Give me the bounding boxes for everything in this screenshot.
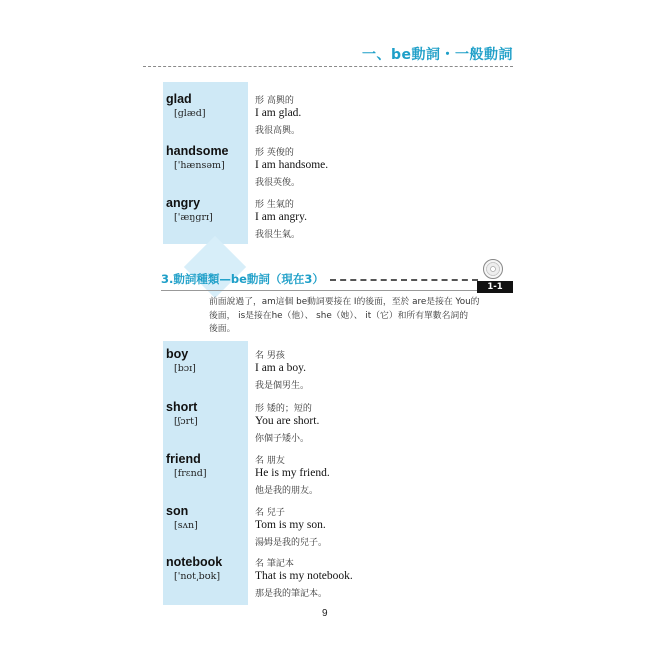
vocab-example-en: I am handsome.	[255, 159, 329, 171]
page-number: 9	[322, 608, 328, 619]
vocab-word: short	[166, 400, 198, 414]
vocab-example-zh: 你個子矮小。	[255, 434, 310, 444]
vocab-word: boy	[166, 347, 189, 361]
vocab-pos: 名 男孩	[255, 351, 285, 361]
section-title: 3.動詞種類—be動詞（現在3）	[161, 272, 324, 286]
vocab-pos: 名 朋友	[255, 456, 285, 466]
vocab-entry	[166, 555, 526, 601]
vocab-phonetic: [ʃɔrt]	[174, 416, 198, 427]
cd-icon	[483, 259, 503, 279]
vocab-phonetic: [bɔɪ]	[174, 363, 196, 374]
vocab-entry	[166, 347, 526, 393]
diamond-decoration	[184, 236, 246, 298]
vocab-phonetic: ['not͵bʊk]	[174, 571, 221, 582]
vocab-word: notebook	[166, 555, 223, 569]
vocab-pos: 形 英俊的	[255, 148, 294, 158]
vocab-example-zh: 我很高興。	[255, 126, 301, 136]
vocab-word: son	[166, 504, 189, 518]
vocab-word: angry	[166, 196, 201, 210]
vocab-entry	[166, 504, 526, 550]
vocab-pos: 形 生氣的	[255, 200, 294, 210]
vocab-phonetic: [sʌn]	[174, 520, 198, 531]
vocab-entry	[166, 196, 526, 242]
vocab-entry	[166, 144, 526, 190]
vocab-example-en: You are short.	[255, 415, 320, 427]
track-badge: 1-1	[477, 281, 513, 293]
vocab-example-en: I am angry.	[255, 211, 307, 223]
vocab-example-en: That is my notebook.	[255, 570, 353, 582]
vocab-example-en: I am glad.	[255, 107, 302, 119]
vocab-example-zh: 我很英俊。	[255, 178, 301, 188]
vocab-word: glad	[166, 92, 192, 106]
vocab-example-zh: 他是我的朋友。	[255, 486, 319, 496]
vocab-phonetic: ['hænsəm]	[174, 160, 225, 171]
vocab-example-zh: 我是個男生。	[255, 381, 310, 391]
vocab-pos: 名 筆記本	[255, 559, 294, 569]
vocab-word: handsome	[166, 144, 229, 158]
section-intro	[209, 296, 514, 337]
vocab-pos: 名 兒子	[255, 508, 285, 518]
vocab-phonetic: [glæd]	[174, 108, 206, 119]
vocab-example-zh: 我很生氣。	[255, 230, 301, 240]
vocab-example-zh: 湯姆是我的兒子。	[255, 538, 328, 548]
vocab-example-zh: 那是我的筆記本。	[255, 589, 328, 599]
vocab-entry	[166, 400, 526, 446]
intro-line: 後面， is是接在he（他）、 she（她）、 it（它）和所有單數名詞的	[209, 310, 468, 321]
vocab-entry	[166, 452, 526, 498]
vocab-entry	[166, 92, 526, 138]
header-divider	[143, 66, 513, 67]
vocab-phonetic: ['æŋgrɪ]	[174, 212, 213, 223]
section-divider	[330, 279, 478, 281]
vocab-phonetic: [frɛnd]	[174, 468, 207, 479]
vocab-example-en: He is my friend.	[255, 467, 330, 479]
chapter-title: 一、be動詞・一般動詞	[361, 47, 513, 63]
intro-line: 前面說過了，am這個 be動詞要接在 I的後面，至於 are是接在 You的	[209, 297, 480, 307]
vocab-example-en: I am a boy.	[255, 362, 306, 374]
vocab-example-en: Tom is my son.	[255, 519, 326, 531]
vocab-pos: 形 矮的；短的	[255, 404, 312, 414]
vocab-pos: 形 高興的	[255, 96, 294, 106]
section-underline	[161, 290, 513, 291]
vocab-word: friend	[166, 452, 201, 466]
intro-line: 後面。	[209, 324, 236, 334]
